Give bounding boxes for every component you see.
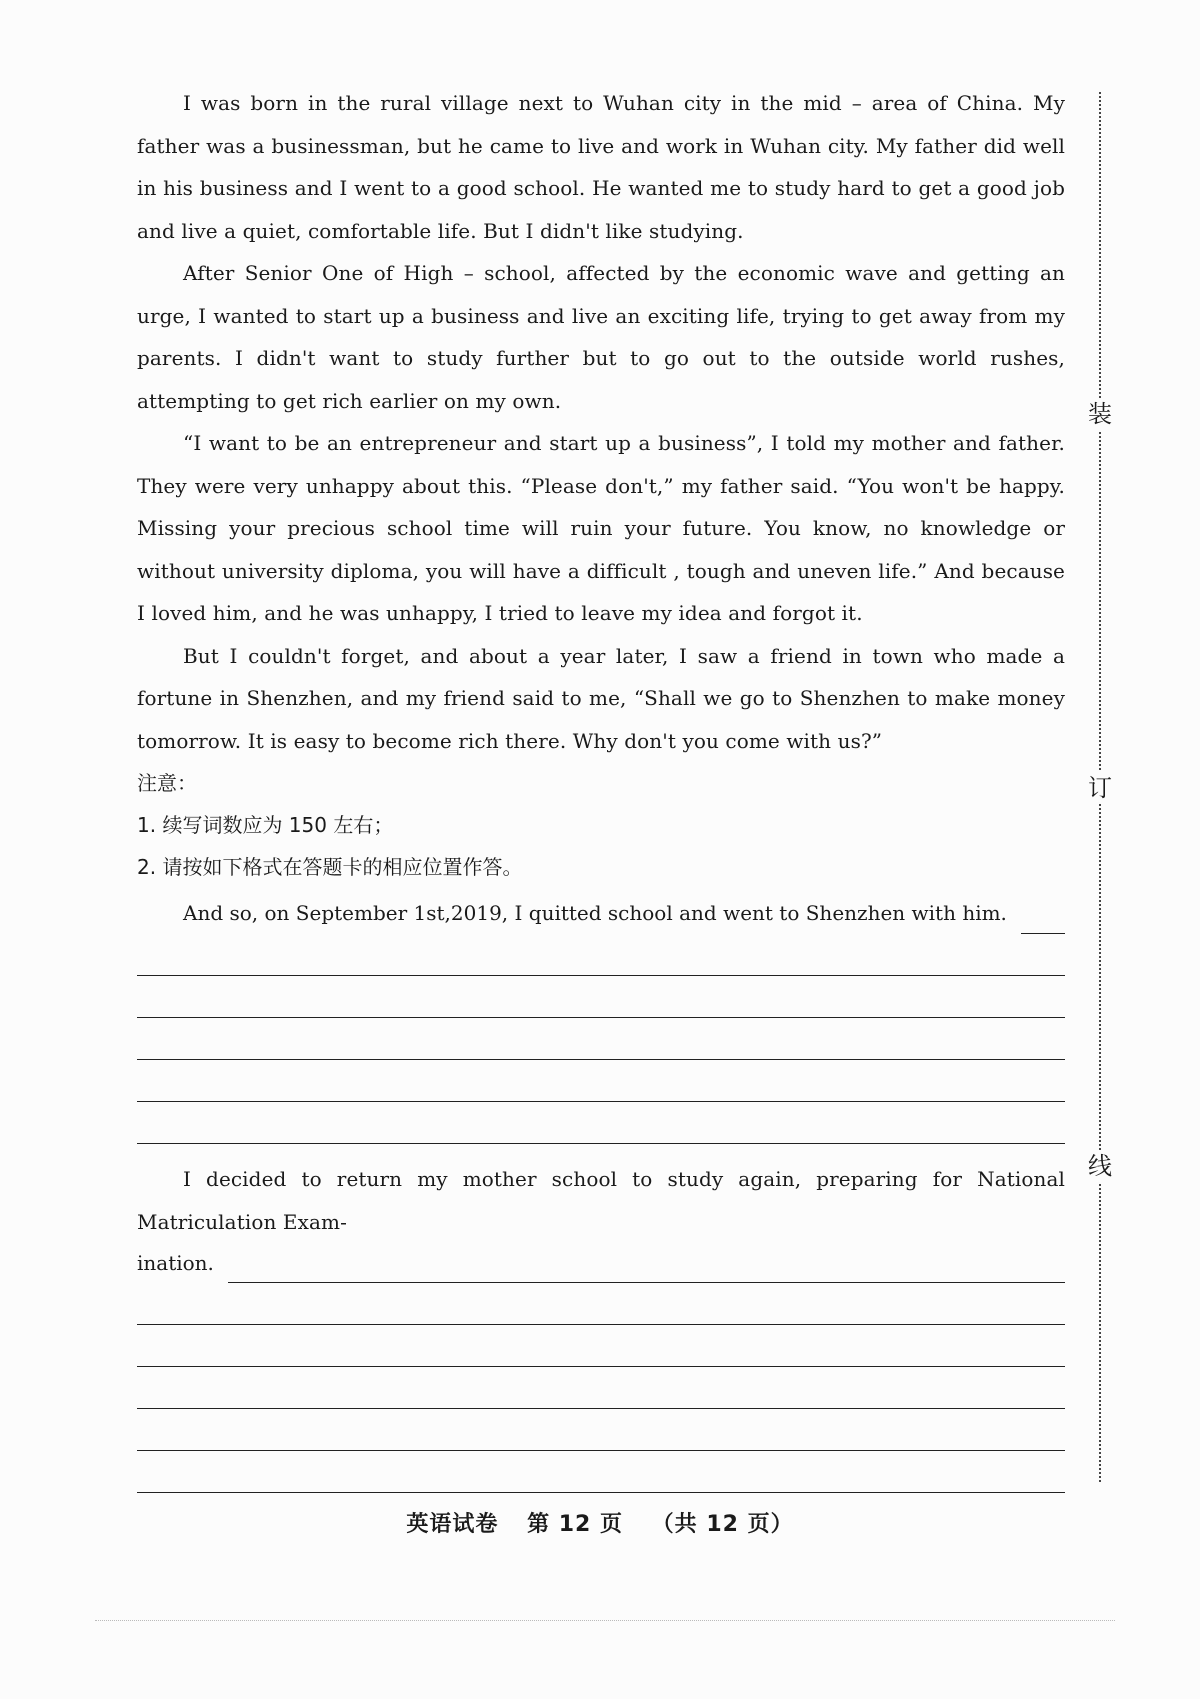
footer-subject: 英语试卷: [406, 1512, 499, 1537]
binding-mark-ding: 订: [1084, 772, 1116, 804]
answer-block-1: [137, 892, 1065, 1144]
footer-page-number: 第 12 页: [527, 1512, 623, 1537]
page-content: [137, 82, 1065, 1493]
passage-paragraph-4: But I couldn't forget, and about a year later, I saw a friend in town who made a fortune in Shenzhen, and my friend said to me, “Shall we go to Shenzhen to make money tomorrow. It is easy to become rich there. Why don't you come with us?”: [137, 643, 1065, 753]
writing-blank[interactable]: [228, 1254, 1065, 1283]
footer-total-pages: （共 12 页）: [651, 1512, 794, 1537]
passage-paragraph-2: After Senior One of High – school, affected by the economic wave and getting an urge, I wanted to start up a business and live an exciting life, trying to get away from my parents. I didn't want to study further but to go out to the outside world rushes, attempting to get rich earlier on my own.: [137, 261, 1065, 413]
writing-blank[interactable]: [1021, 905, 1065, 934]
answer-start-line-1: [137, 892, 1065, 934]
note-item-1: 1. 续写词数应为 150 左右；: [137, 813, 394, 837]
writing-line[interactable]: [137, 1018, 1065, 1060]
writing-line[interactable]: [137, 1409, 1065, 1451]
answer-start-sentence-1: And so, on September 1st,2019, I quitted school and went to Shenzhen with him.: [183, 901, 1007, 925]
page-footer: [0, 1507, 1200, 1538]
passage-paragraph-1: I was born in the rural village next to Wuhan city in the mid – area of China. My father was a businessman, but he came to live and work in Wuhan city. My father did well in his business and I went to a good school. He wanted me to study hard to get a good job and live a quiet, comfortable life. But I didn't like studying.: [137, 91, 1065, 243]
writing-line[interactable]: [137, 1283, 1065, 1325]
writing-line[interactable]: [137, 976, 1065, 1018]
writing-line[interactable]: [137, 1451, 1065, 1493]
binding-mark-zhuang: 装: [1084, 398, 1116, 430]
passage-paragraph-3: “I want to be an entrepreneur and start up a business”, I told my mother and father. They were very unhappy about this. “Please don't,” my father said. “You won't be happy. Missing your precious school time will ruin your future. You know, no knowledge or without university diploma, you will have a difficult , tough and uneven life.” And because I loved him, and he was unhappy, I tried to leave my idea and forgot it.: [137, 431, 1065, 625]
bottom-divider: [95, 1620, 1115, 1621]
note-item-2: 2. 请按如下格式在答题卡的相应位置作答。: [137, 855, 523, 879]
writing-line[interactable]: [137, 1102, 1065, 1144]
writing-line[interactable]: [137, 934, 1065, 976]
answer-block-2: [137, 1158, 1065, 1493]
notes-heading: 注意：: [137, 771, 197, 795]
answer-start-line-2: [137, 1243, 1065, 1283]
writing-line[interactable]: [137, 1060, 1065, 1102]
binding-mark-xian: 线: [1084, 1150, 1116, 1182]
answer-start-sentence-2: I decided to return my mother school to study again, preparing for National Matriculation Exam-: [137, 1167, 1065, 1234]
writing-line[interactable]: [137, 1325, 1065, 1367]
answer-start-sentence-2-end: ination.: [137, 1251, 214, 1275]
writing-line[interactable]: [137, 1367, 1065, 1409]
